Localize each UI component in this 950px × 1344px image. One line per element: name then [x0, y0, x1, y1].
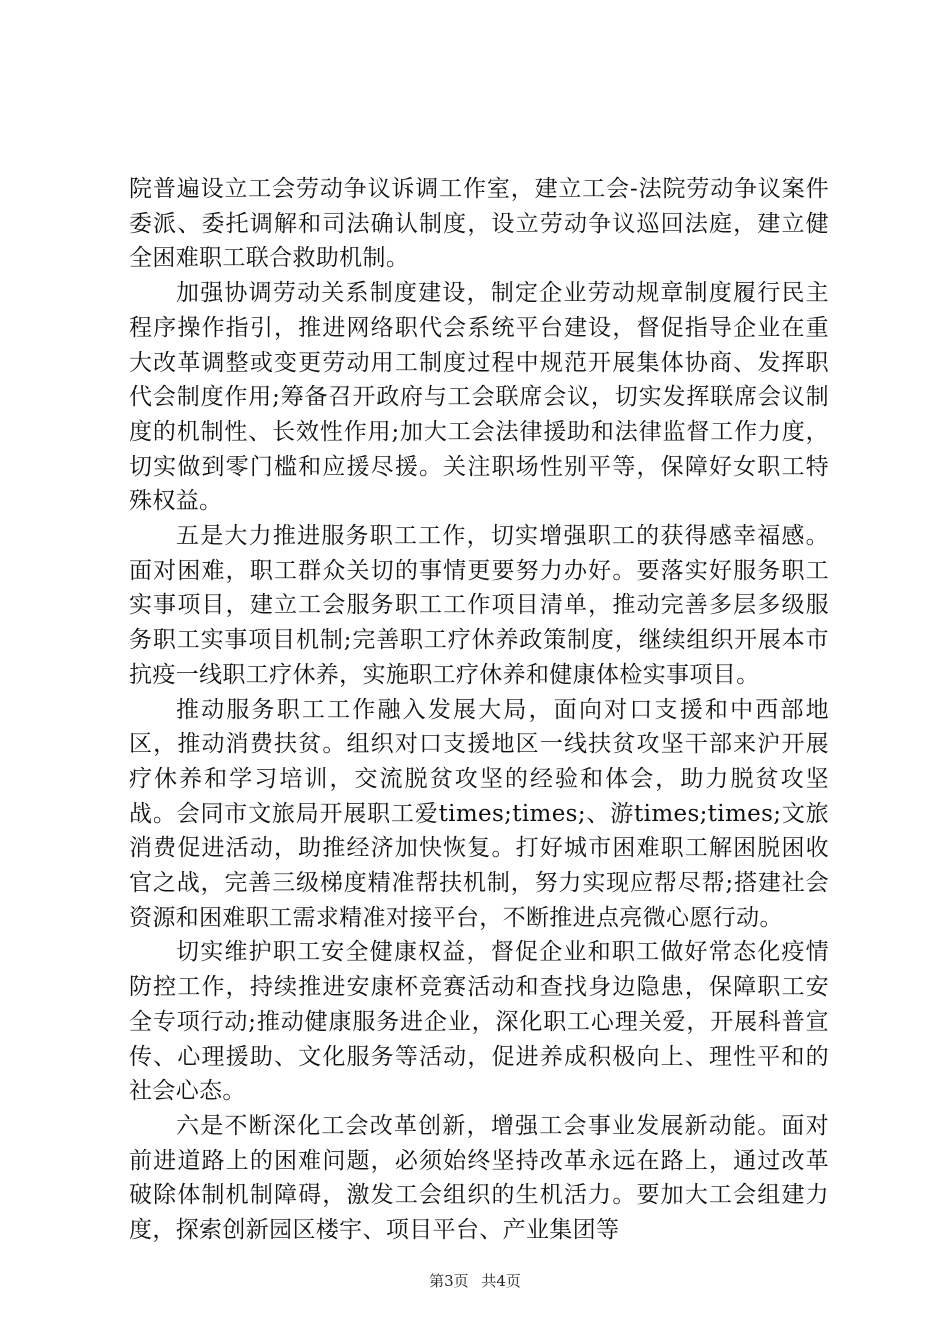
paragraph-continued: 院普遍设立工会劳动争议诉调工作室，建立工会-法院劳动争议案件委派、委托调解和司法确认制度，设立劳动争议巡回法庭，建立健全困难职工联合救助机制。	[129, 176, 829, 272]
paragraph-safety-health: 切实维护职工安全健康权益，督促企业和职工做好常态化疫情防控工作，持续推进安康杯竞赛活动和查找身边隐患，保障职工安全专项行动;推动健康服务进企业，深化职工心理关爱，开展科普宣传、心理援助、文化服务等活动，促进养成积极向上、理性平和的社会心态。	[129, 939, 829, 1105]
paragraph-point-six: 六是不断深化工会改革创新，增强工会事业发展新动能。面对前进道路上的困难问题，必须始终坚持改革永远在路上，通过改革破除体制机制障碍，激发工会组织的生机活力。要加大工会组建力度，探索创新园区楼宇、项目平台、产业集团等	[129, 1112, 829, 1244]
page-number: 第3页	[429, 1272, 469, 1290]
page-footer	[0, 1270, 950, 1291]
paragraph-point-five: 五是大力推进服务职工工作，切实增强职工的获得感幸福感。面对困难，职工群众关切的事情更要努力办好。要落实好服务职工实事项目，建立工会服务职工工作项目清单，推动完善多层多级服务职工实事项目机制;完善职工疗休养政策制度，继续组织开展本市抗疫一线职工疗休养，实施职工疗休养和健康体检实事项目。	[129, 523, 829, 688]
document-body	[129, 172, 829, 1248]
paragraph-labor-relations: 加强协调劳动关系制度建设，制定企业劳动规章制度履行民主程序操作指引，推进网络职代会系统平台建设，督促指导企业在重大改革调整或变更劳动用工制度过程中规范开展集体协商、发挥职代会制度作用;筹备召开政府与工会联席会议，切实发挥联席会议制度的机制性、长效性作用;加大工会法律援助和法律监督工作力度，切实做到零门槛和应援尽援。关注职场性别平等，保障好女职工特殊权益。	[129, 280, 829, 515]
page-total: 共4页	[481, 1272, 521, 1290]
paragraph-development: 推动服务职工工作融入发展大局，面向对口支援和中西部地区，推动消费扶贫。组织对口支援地区一线扶贫攻坚干部来沪开展疗休养和学习培训，交流脱贫攻坚的经验和体会，助力脱贫攻坚战。会同市文旅局开展职工爱times;times;、游times;times;文旅消费促进活动，助推经济加快恢复。打好城市困难职工解困脱困收官之战，完善三级梯度精准帮扶机制，努力实现应帮尽帮;搭建社会资源和困难职工需求精准对接平台，不断推进点亮微心愿行动。	[129, 696, 829, 931]
